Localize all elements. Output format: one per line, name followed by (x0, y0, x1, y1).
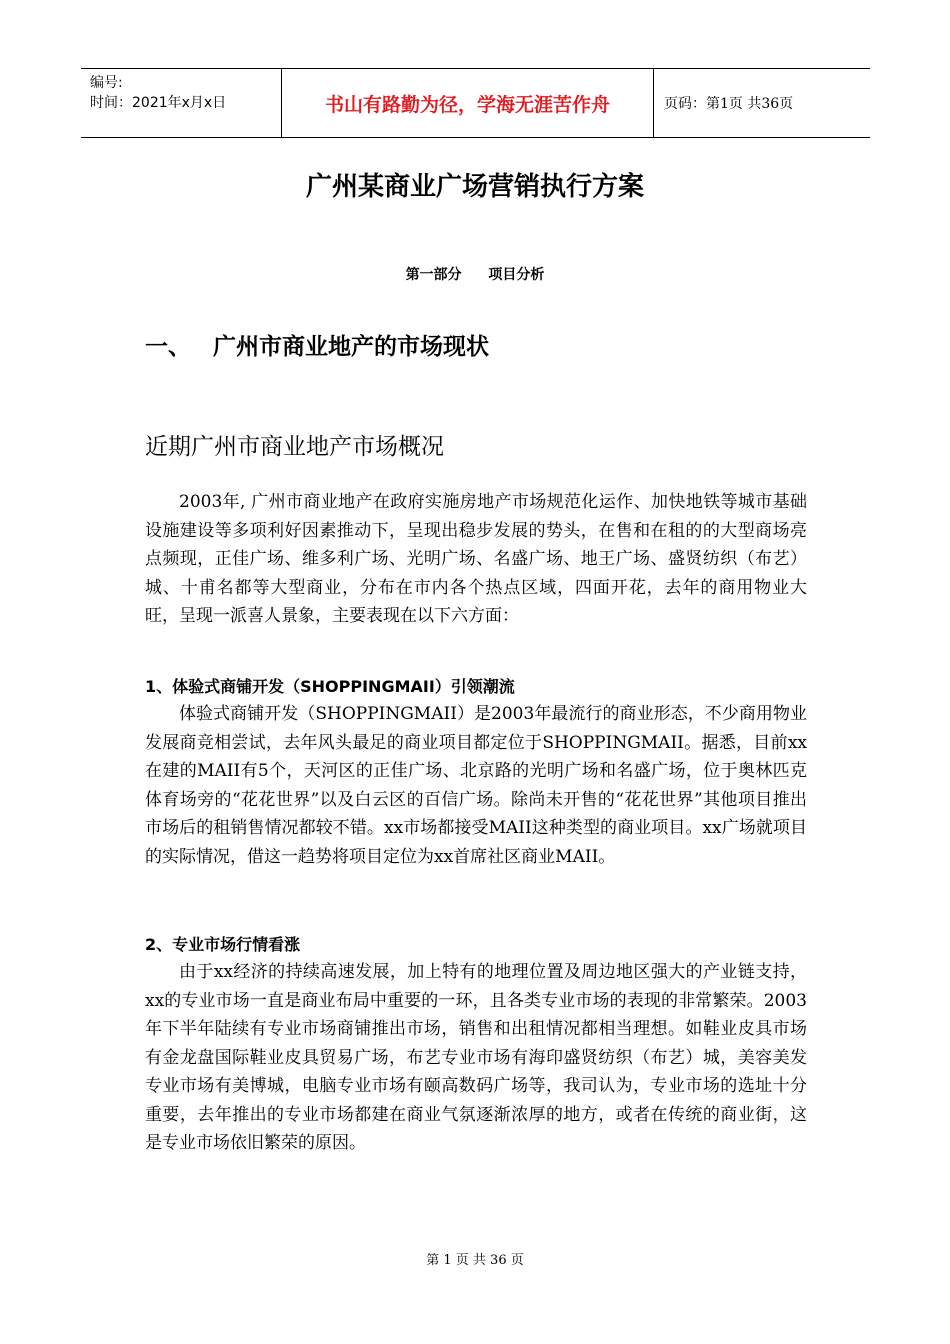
document-title: 广州某商业广场营销执行方案 (305, 172, 644, 202)
intro-paragraph: 2003年, 广州市商业地产在政府实施房地产市场规范化运作、加快地铁等城市基础设施建设等多项利好因素推动下，呈现出稳步发展的势头，在售和在租的的大型商场亮点频现，正佳广场、维多利广场、光明广场、名盛广场、地王广场、盛贤纺织（布艺）城、十甫名都等大型商业，分布在市内各个热点区域，四面开花，去年的商用物业大旺，呈现一派喜人景象，主要表现在以下六方面： (145, 492, 807, 626)
subheading: 近期广州市商业地产市场概况 (145, 434, 444, 460)
point2-title: 2、专业市场行情看涨 (145, 935, 301, 954)
page-footer: 第 1 页 共 36 页 (426, 1253, 524, 1268)
header-page-info: 页码：第1页 共36页 (664, 96, 794, 112)
part-heading: 第一部分 项目分析 (405, 267, 545, 283)
page-header (81, 68, 870, 138)
section-number: 一、 (145, 334, 191, 360)
header-motto: 书山有路勤为径，学海无涯苦作舟 (282, 69, 654, 137)
section-title: 广州市商业地产的市场现状 (213, 334, 489, 360)
header-meta (81, 69, 282, 137)
section-heading (145, 328, 489, 361)
point1-paragraph: 体验式商铺开发（SHOPPINGMAII）是2003年最流行的商业形态，不少商用物业发展商竞相尝试，去年风头最足的商业项目都定位于SHOPPINGMAII。据悉，目前xx在建的MAII有5个，天河区的正佳广场、北京路的光明广场和名盛广场，位于奥林匹克体育场旁的“花花世界”以及白云区的百信广场。除尚未开售的“花花世界”其他项目推出市场后的租销售情况都较不错。xx市场都接受MAII这种类型的商业项目。xx广场就项目的实际情况，借这一趋势将项目定位为xx首席社区商业MAII。 (145, 704, 807, 867)
time-label: 时间：2021年x月x日 (90, 95, 227, 111)
number-label: 编号: (90, 75, 123, 91)
point2-paragraph: 由于xx经济的持续高速发展，加上特有的地理位置及周边地区强大的产业链支持，xx的专业市场一直是商业布局中重要的一环，且各类专业市场的表现的非常繁荣。2003年下半年陆续有专业市场商铺推出市场，销售和出租情况都相当理想。如鞋业皮具市场有金龙盘国际鞋业皮具贸易广场，布艺专业市场有海印盛贤纺织（布艺）城，美容美发专业市场有美博城，电脑专业市场有颐高数码广场等，我司认为，专业市场的选址十分重要，去年推出的专业市场都建在商业气氛逐渐浓厚的地方，或者在传统的商业街，这是专业市场依旧繁荣的原因。 (145, 962, 807, 1153)
point1-title: 1、体验式商铺开发（SHOPPINGMAII）引领潮流 (145, 677, 515, 696)
